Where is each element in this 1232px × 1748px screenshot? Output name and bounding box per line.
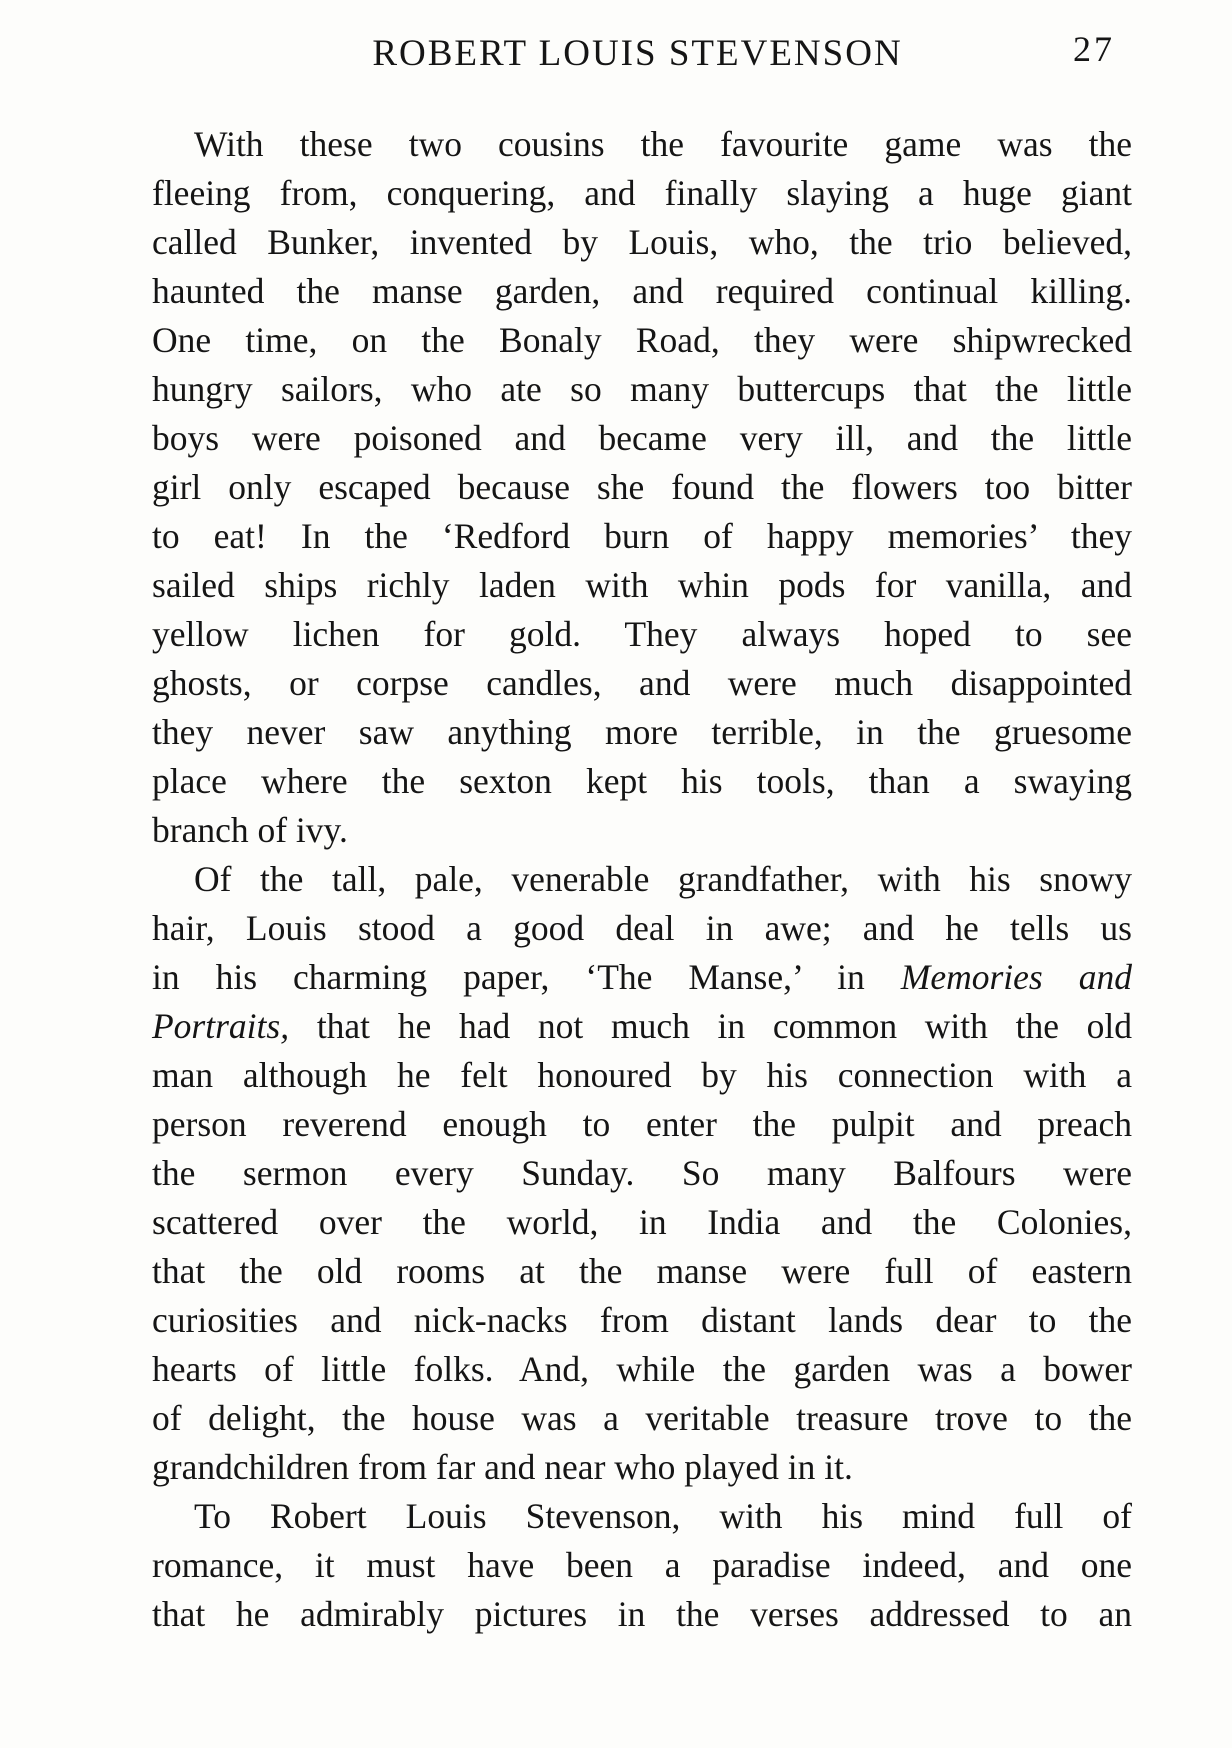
text-line: of delight, the house was a veritable treasure trove to the [152, 1398, 1132, 1438]
text-line: haunted the manse garden, and required continual killing. [152, 271, 1132, 311]
book-title-italic: Memories and [900, 957, 1133, 997]
text-line: branch of ivy. [152, 810, 348, 850]
paragraph [152, 120, 1132, 855]
text-line: they never saw anything more terrible, in the gruesome [152, 712, 1132, 752]
text-line: To Robert Louis Stevenson, with his mind full of [194, 1496, 1132, 1536]
paragraph [152, 1492, 1132, 1639]
text-line: that he admirably pictures in the verses addressed to an [152, 1594, 1132, 1634]
paragraph [152, 855, 1132, 1492]
text-segment: that he had not much in common with the old [316, 1006, 1133, 1046]
text-line [152, 1002, 1132, 1051]
text-line: hearts of little folks. And, while the garden was a bower [152, 1349, 1132, 1389]
text-line: hair, Louis stood a good deal in awe; and he tells us [152, 908, 1132, 948]
text-segment: in his charming paper, ‘The Manse,’ in [152, 957, 865, 997]
text-line [152, 953, 1132, 1002]
page-number: 27 [1073, 29, 1115, 69]
text-line: curiosities and nick-nacks from distant lands dear to the [152, 1300, 1132, 1340]
text-line: hungry sailors, who ate so many buttercups that the little [152, 369, 1132, 409]
body-text [152, 120, 1132, 1639]
text-line: sailed ships richly laden with whin pods for vanilla, and [152, 565, 1132, 605]
text-line: to eat! In the ‘Redford burn of happy memories’ they [152, 516, 1132, 556]
text-line: yellow lichen for gold. They always hoped to see [152, 614, 1132, 654]
text-line: romance, it must have been a paradise indeed, and one [152, 1545, 1132, 1585]
text-line: With these two cousins the favourite game was the [194, 124, 1132, 164]
text-line: called Bunker, invented by Louis, who, the trio believed, [152, 222, 1132, 262]
text-line: the sermon every Sunday. So many Balfours were [152, 1153, 1132, 1193]
text-line: One time, on the Bonaly Road, they were shipwrecked [152, 320, 1132, 360]
text-line: person reverend enough to enter the pulpit and preach [152, 1104, 1132, 1144]
text-line: boys were poisoned and became very ill, and the little [152, 418, 1132, 458]
running-head [150, 28, 1125, 88]
text-line: Of the tall, pale, venerable grandfather, with his snowy [194, 859, 1132, 899]
text-line: that the old rooms at the manse were full of eastern [152, 1251, 1132, 1291]
running-title: ROBERT LOUIS STEVENSON [372, 33, 903, 74]
text-line: fleeing from, conquering, and finally slaying a huge giant [152, 173, 1132, 213]
text-line: grandchildren from far and near who played in it. [152, 1447, 853, 1487]
text-line: scattered over the world, in India and the Colonies, [152, 1202, 1132, 1242]
text-line: ghosts, or corpse candles, and were much disappointed [152, 663, 1132, 703]
text-line: girl only escaped because she found the flowers too bitter [152, 467, 1132, 507]
text-line: man although he felt honoured by his connection with a [152, 1055, 1132, 1095]
book-title-italic: Portraits, [152, 1006, 290, 1046]
text-line: place where the sexton kept his tools, than a swaying [152, 761, 1132, 801]
